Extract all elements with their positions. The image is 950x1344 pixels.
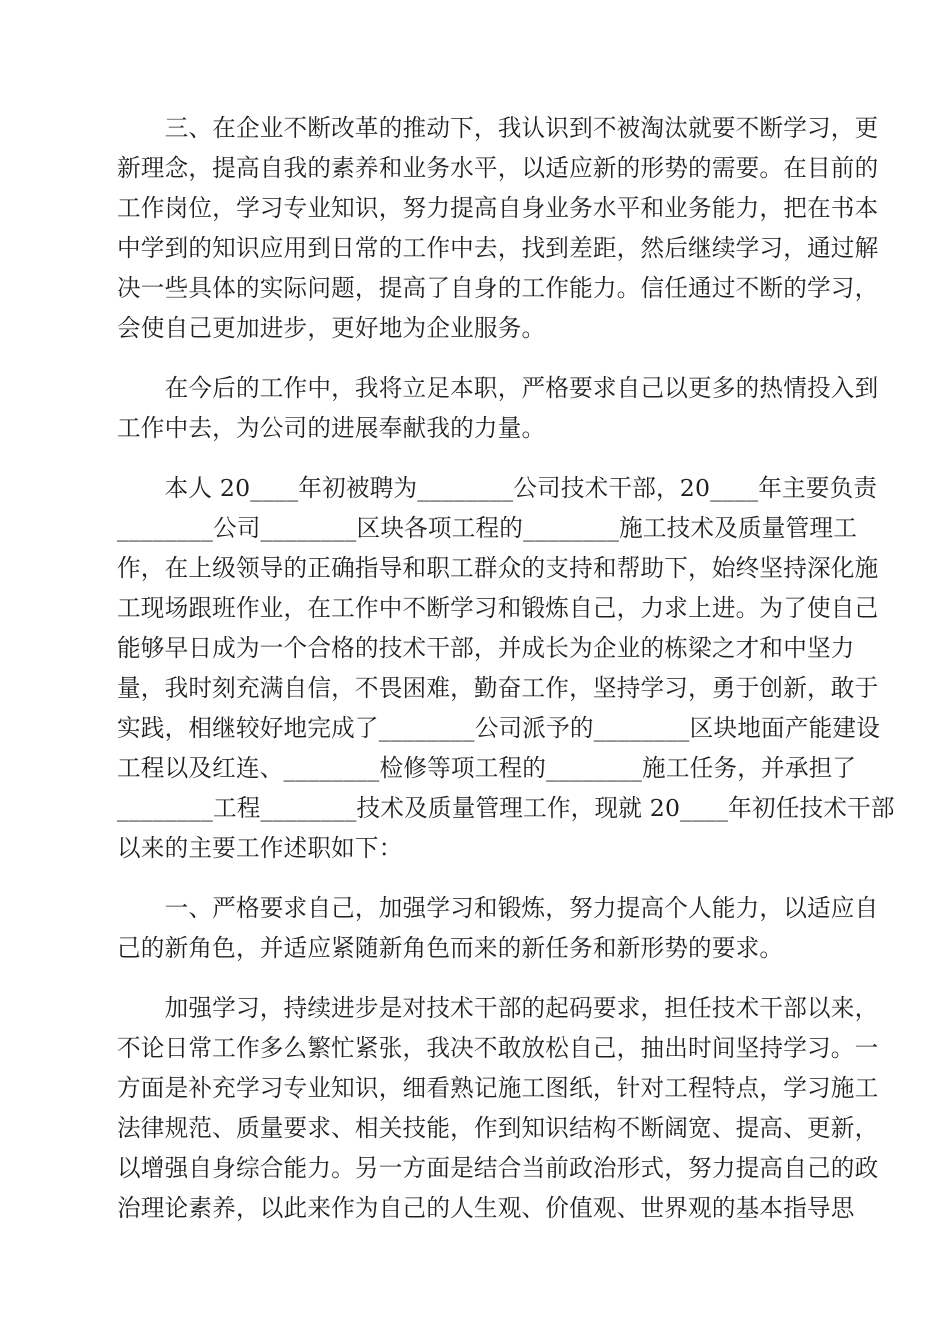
text-line: ________公司________区块各项工程的________施工技术及质量管理工 — [117, 514, 858, 542]
text-line: 工作中去，为公司的进展奉献我的力量。 — [117, 414, 546, 442]
text-line: ________工程________技术及质量管理工作，现就 20____年初任技术干部 — [117, 794, 895, 822]
text-line: 决一些具体的实际问题，提高了自身的工作能力。信任通过不断的学习， — [117, 274, 879, 302]
text-line: 量，我时刻充满自信，不畏困难，勤奋工作，坚持学习，勇于创新，敢于 — [117, 674, 879, 702]
text-line: 能够早日成为一个合格的技术干部，并成长为企业的栋梁之才和中坚力 — [117, 634, 855, 662]
text-line: 一、严格要求自己，加强学习和锻炼，努力提高个人能力，以适应自 — [117, 894, 879, 922]
text-line: 在今后的工作中，我将立足本职，严格要求自己以更多的热情投入到 — [117, 374, 879, 402]
text-line: 法律规范、质量要求、相关技能，作到知识结构不断阔宽、提高、更新， — [117, 1114, 879, 1142]
text-line: 己的新角色，并适应紧随新角色而来的新任务和新形势的要求。 — [117, 934, 784, 962]
text-line: 新理念，提高自我的素养和业务水平，以适应新的形势的需要。在目前的 — [117, 154, 879, 182]
paragraph-self-introduction — [117, 468, 895, 868]
text-line: 三、在企业不断改革的推动下，我认识到不被淘汰就要不断学习，更 — [117, 114, 879, 142]
text-line: 方面是补充学习专业知识，细看熟记施工图纸，针对工程特点，学习施工 — [117, 1074, 879, 1102]
text-line: 加强学习，持续进步是对技术干部的起码要求，担任技术干部以来， — [117, 994, 879, 1022]
paragraph-future-work — [117, 368, 879, 448]
text-line: 会使自己更加进步，更好地为企业服务。 — [117, 314, 546, 342]
text-line: 以增强自身综合能力。另一方面是结合当前政治形式，努力提高自己的政 — [117, 1154, 879, 1182]
text-line: 本人 20____年初被聘为________公司技术干部，20____年主要负责 — [117, 474, 878, 502]
text-line: 以来的主要工作述职如下： — [117, 834, 403, 862]
document-body — [117, 108, 895, 1228]
text-line: 不论日常工作多么繁忙紧张，我决不敢放松自己，抽出时间坚持学习。一 — [117, 1034, 879, 1062]
text-line: 工现场跟班作业，在工作中不断学习和锻炼自己，力求上进。为了使自己 — [117, 594, 879, 622]
text-line: 治理论素养，以此来作为自己的人生观、价值观、世界观的基本指导思 — [117, 1194, 855, 1222]
paragraph-strengthen-learning — [117, 988, 879, 1228]
text-line: 工程以及红连、________检修等项工程的________施工任务，并承担了 — [117, 754, 857, 782]
text-line: 实践，相继较好地完成了________公司派予的________区块地面产能建设 — [117, 714, 880, 742]
text-line: 中学到的知识应用到日常的工作中去，找到差距，然后继续学习，通过解 — [117, 234, 879, 262]
paragraph-learning-reform — [117, 108, 879, 348]
text-line: 作，在上级领导的正确指导和职工群众的支持和帮助下，始终坚持深化施 — [117, 554, 879, 582]
paragraph-section-one-heading — [117, 888, 879, 968]
text-line: 工作岗位，学习专业知识，努力提高自身业务水平和业务能力，把在书本 — [117, 194, 879, 222]
